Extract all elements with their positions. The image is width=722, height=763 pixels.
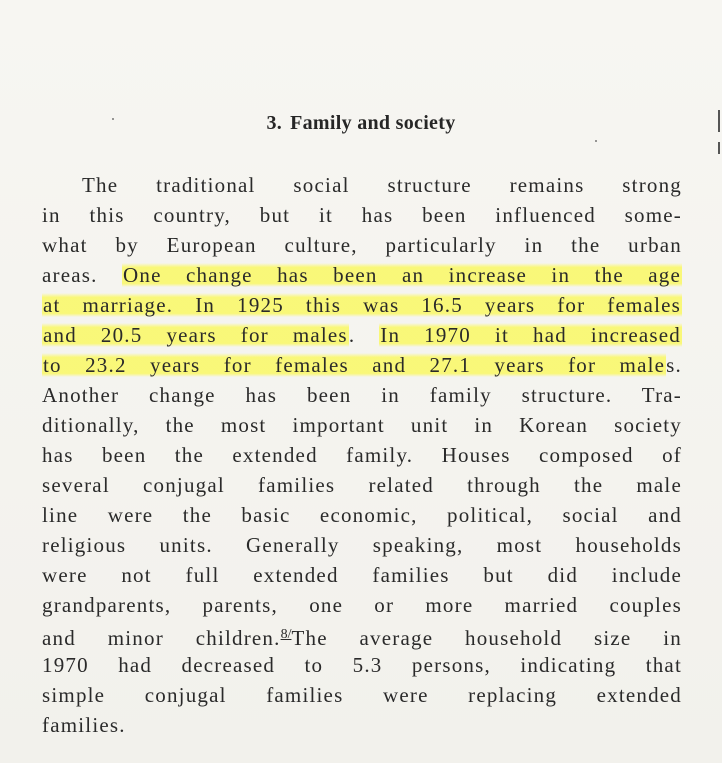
text-line <box>42 200 682 230</box>
text-line <box>42 230 682 260</box>
text-segment: s. <box>666 353 682 377</box>
text-segment: families. <box>42 713 126 737</box>
section-number: 3. <box>266 112 283 134</box>
text-segment: in this country, but it has been influenced some- <box>42 203 682 227</box>
text-segment: religious units. Generally speaking, most households <box>42 533 682 557</box>
text-line <box>42 470 682 500</box>
highlighted-text: to 23.2 years for females and 27.1 years for male <box>43 353 666 377</box>
text-segment: Another change has been in family structure. Tra- <box>42 383 682 407</box>
text-segment: The average household size in <box>291 626 682 650</box>
text-line <box>42 710 682 740</box>
text-line <box>42 650 682 680</box>
text-line <box>42 500 682 530</box>
text-line <box>42 350 682 380</box>
text-line <box>42 440 682 470</box>
text-segment: ditionally, the most important unit in Korean society <box>42 413 682 437</box>
highlighted-text: and 20.5 years for males <box>43 323 348 347</box>
text-segment: line were the basic economic, political, social and <box>42 503 682 527</box>
text-segment: were not full extended families but did include <box>42 563 682 587</box>
highlighted-text: In 1970 it had increased <box>380 323 681 347</box>
page-edge-mark <box>718 142 720 154</box>
section-title: Family and society <box>290 112 456 134</box>
section-heading <box>0 112 722 135</box>
text-segment: has been the extended family. Houses composed of <box>42 443 682 467</box>
scan-speck <box>595 140 597 142</box>
highlighted-text: at marriage. In 1925 this was 16.5 years for females <box>43 293 681 317</box>
text-line <box>42 260 682 290</box>
text-segment: several conjugal families related through the male <box>42 473 682 497</box>
text-segment: what by European culture, particularly in the urban <box>42 233 682 257</box>
text-line <box>42 620 682 650</box>
text-line <box>42 590 682 620</box>
text-segment: simple conjugal families were replacing extended <box>42 683 682 707</box>
text-segment: 1970 had decreased to 5.3 persons, indicating that <box>42 653 682 677</box>
text-line <box>42 380 682 410</box>
text-segment: grandparents, parents, one or more married couples <box>42 593 682 617</box>
footnote-reference: 8/ <box>280 627 292 642</box>
text-line <box>42 410 682 440</box>
text-line <box>42 560 682 590</box>
text-line <box>42 530 682 560</box>
text-segment: The traditional social structure remains strong <box>82 173 682 197</box>
text-segment: . <box>348 323 380 347</box>
text-line <box>42 170 682 200</box>
body-paragraph <box>42 170 682 740</box>
highlighted-text: One change has been an increase in the age <box>123 263 682 287</box>
text-segment: areas. <box>42 263 123 287</box>
text-line <box>42 320 682 350</box>
text-segment: and minor children. <box>42 626 281 650</box>
text-line <box>42 680 682 710</box>
text-line <box>42 290 682 320</box>
